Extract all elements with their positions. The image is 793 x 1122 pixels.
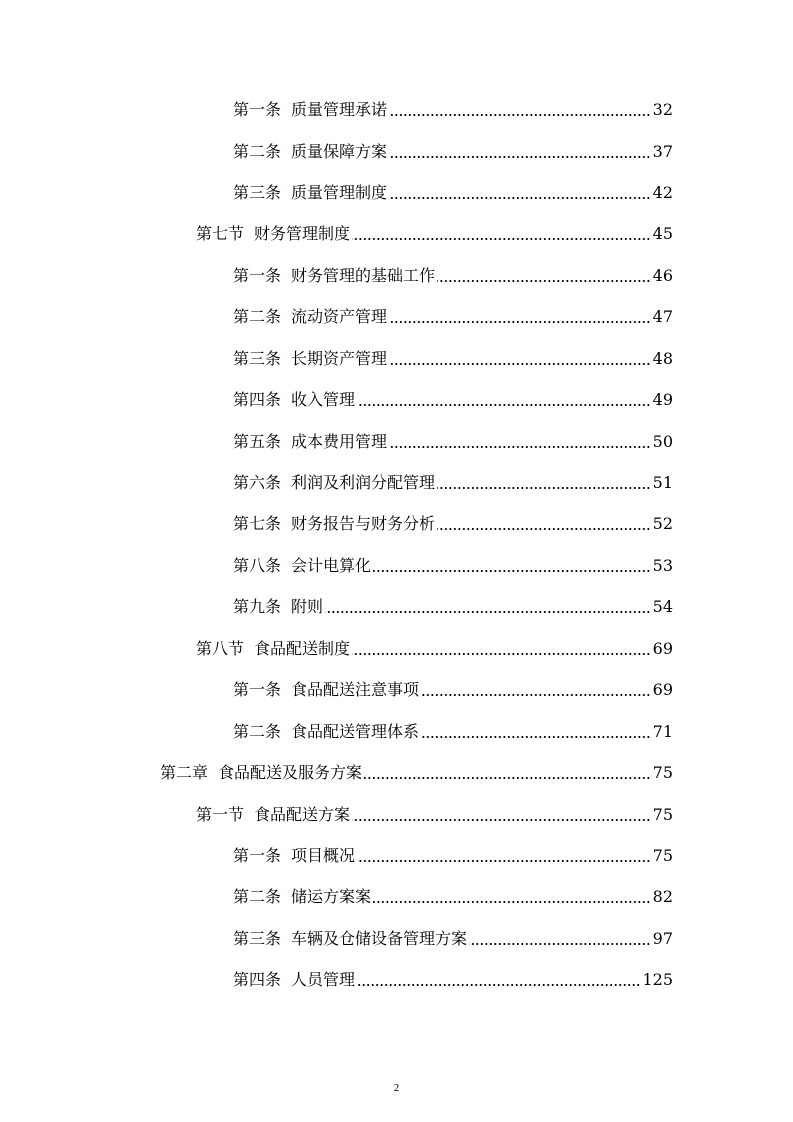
toc-entry[interactable] <box>233 927 673 951</box>
toc-entry-number: 第七条 <box>233 514 282 533</box>
dot-leader <box>469 943 651 945</box>
dot-leader <box>421 694 651 696</box>
toc-entry-title: 质量管理承诺 <box>291 100 388 119</box>
toc-entry[interactable] <box>233 430 673 454</box>
toc-entry-number: 第八条 <box>233 556 282 575</box>
toc-entry-number: 第一条 <box>233 680 282 699</box>
dot-leader <box>389 197 651 199</box>
toc-entry-title: 食品配送管理体系 <box>291 722 420 741</box>
page-number: 2 <box>393 1082 400 1094</box>
toc-entry[interactable] <box>160 761 673 785</box>
dot-leader <box>437 487 651 489</box>
toc-entry-page: 46 <box>652 266 673 285</box>
toc-entry-number: 第二条 <box>233 307 282 326</box>
toc-entry-title: 质量保障方案 <box>291 142 388 161</box>
toc-entry-number: 第二条 <box>233 887 282 906</box>
dot-leader <box>389 156 651 158</box>
toc-entry-page: 53 <box>652 556 673 575</box>
dot-leader <box>421 736 651 738</box>
toc-entry[interactable] <box>233 388 673 412</box>
toc-entry-page: 49 <box>652 390 673 409</box>
toc-entry-title: 成本费用管理 <box>291 432 388 451</box>
dot-leader <box>389 446 651 448</box>
dot-leader <box>373 570 651 572</box>
toc-entry-title: 财务管理的基础工作 <box>291 266 436 285</box>
toc-entry-number: 第一条 <box>233 846 282 865</box>
toc-entry[interactable] <box>233 678 673 702</box>
toc-entry-page: 52 <box>652 514 673 533</box>
toc-entry-title: 流动资产管理 <box>291 307 388 326</box>
toc-entry[interactable] <box>233 844 673 868</box>
toc-entry-page: 75 <box>652 805 673 824</box>
toc-entry-title: 财务管理制度 <box>254 224 351 243</box>
toc-entry[interactable] <box>233 347 673 371</box>
toc-entry-number: 第七节 <box>196 224 245 243</box>
toc-entry-number: 第八节 <box>196 639 245 658</box>
dot-leader <box>389 114 651 116</box>
dot-leader <box>389 321 651 323</box>
toc-entry-number: 第五条 <box>233 432 282 451</box>
toc-entry-page: 69 <box>652 639 673 658</box>
toc-entry-number: 第一节 <box>196 805 245 824</box>
toc-entry-title: 人员管理 <box>291 970 356 989</box>
toc-entry-number: 第九条 <box>233 597 282 616</box>
toc-entry-page: 47 <box>652 307 673 326</box>
toc-entry-number: 第六条 <box>233 473 282 492</box>
dot-leader <box>373 901 651 903</box>
toc-entry-number: 第三条 <box>233 349 282 368</box>
dot-leader <box>437 280 651 282</box>
toc-entry[interactable] <box>196 222 673 246</box>
dot-leader <box>352 238 651 240</box>
toc-entry-page: 54 <box>652 597 673 616</box>
toc-entry-page: 42 <box>652 183 673 202</box>
toc-entry-page: 75 <box>652 763 673 782</box>
dot-leader <box>352 819 651 821</box>
toc-entry[interactable] <box>196 803 673 827</box>
toc-entry-title: 储运方案案 <box>291 887 372 906</box>
toc-entry[interactable] <box>233 98 673 122</box>
toc-entry-number: 第一条 <box>233 100 282 119</box>
toc-entry-number: 第四条 <box>233 390 282 409</box>
toc-entry[interactable] <box>233 471 673 495</box>
toc-entry-number: 第三条 <box>233 183 282 202</box>
toc-entry-title: 利润及利润分配管理 <box>291 473 436 492</box>
dot-leader <box>357 860 651 862</box>
toc-entry-number: 第二条 <box>233 142 282 161</box>
toc-entry-title: 附则 <box>291 597 324 616</box>
toc-entry[interactable] <box>233 720 673 744</box>
toc-entry-page: 37 <box>652 142 673 161</box>
toc-entry-number: 第四条 <box>233 970 282 989</box>
dot-leader <box>357 404 651 406</box>
toc-entry-page: 125 <box>642 970 673 989</box>
toc-entry-page: 69 <box>652 680 673 699</box>
toc-entry[interactable] <box>233 968 673 992</box>
toc-entry[interactable] <box>233 140 673 164</box>
toc-entry-title: 质量管理制度 <box>291 183 388 202</box>
toc-entry-page: 48 <box>652 349 673 368</box>
toc-entry[interactable] <box>233 512 673 536</box>
toc-entry-title: 长期资产管理 <box>291 349 388 368</box>
toc-entry-number: 第一条 <box>233 266 282 285</box>
toc-entry-page: 51 <box>652 473 673 492</box>
toc-entry-title: 收入管理 <box>291 390 356 409</box>
toc-entry[interactable] <box>233 554 673 578</box>
dot-leader <box>364 777 651 779</box>
toc-entry-number: 第二条 <box>233 722 282 741</box>
toc-entry-title: 财务报告与财务分析 <box>291 514 436 533</box>
toc-entry-title: 食品配送注意事项 <box>291 680 420 699</box>
toc-entry[interactable] <box>233 305 673 329</box>
toc-entry[interactable] <box>233 264 673 288</box>
toc-entry-title: 食品配送制度 <box>254 639 351 658</box>
toc-entry-page: 82 <box>652 887 673 906</box>
dot-leader <box>352 653 651 655</box>
toc-entry-page: 71 <box>652 722 673 741</box>
toc-entry-page: 75 <box>652 846 673 865</box>
toc-entry[interactable] <box>196 637 673 661</box>
toc-entry-title: 项目概况 <box>291 846 356 865</box>
dot-leader <box>325 611 651 613</box>
toc-entry[interactable] <box>233 181 673 205</box>
toc-entry-title: 车辆及仓储设备管理方案 <box>291 929 468 948</box>
toc-entry-title: 食品配送方案 <box>254 805 351 824</box>
toc-entry-number: 第三条 <box>233 929 282 948</box>
toc-entry[interactable] <box>233 595 673 619</box>
toc-entry[interactable] <box>233 885 673 909</box>
toc-entry-number: 第二章 <box>160 763 209 782</box>
toc-entry-title: 会计电算化 <box>291 556 372 575</box>
toc-entry-page: 32 <box>652 100 673 119</box>
dot-leader <box>357 984 640 986</box>
toc-entry-page: 97 <box>652 929 673 948</box>
toc-entry-page: 50 <box>652 432 673 451</box>
toc-entry-page: 45 <box>652 224 673 243</box>
toc-entry-title: 食品配送及服务方案 <box>218 763 363 782</box>
dot-leader <box>437 528 651 530</box>
dot-leader <box>389 363 651 365</box>
